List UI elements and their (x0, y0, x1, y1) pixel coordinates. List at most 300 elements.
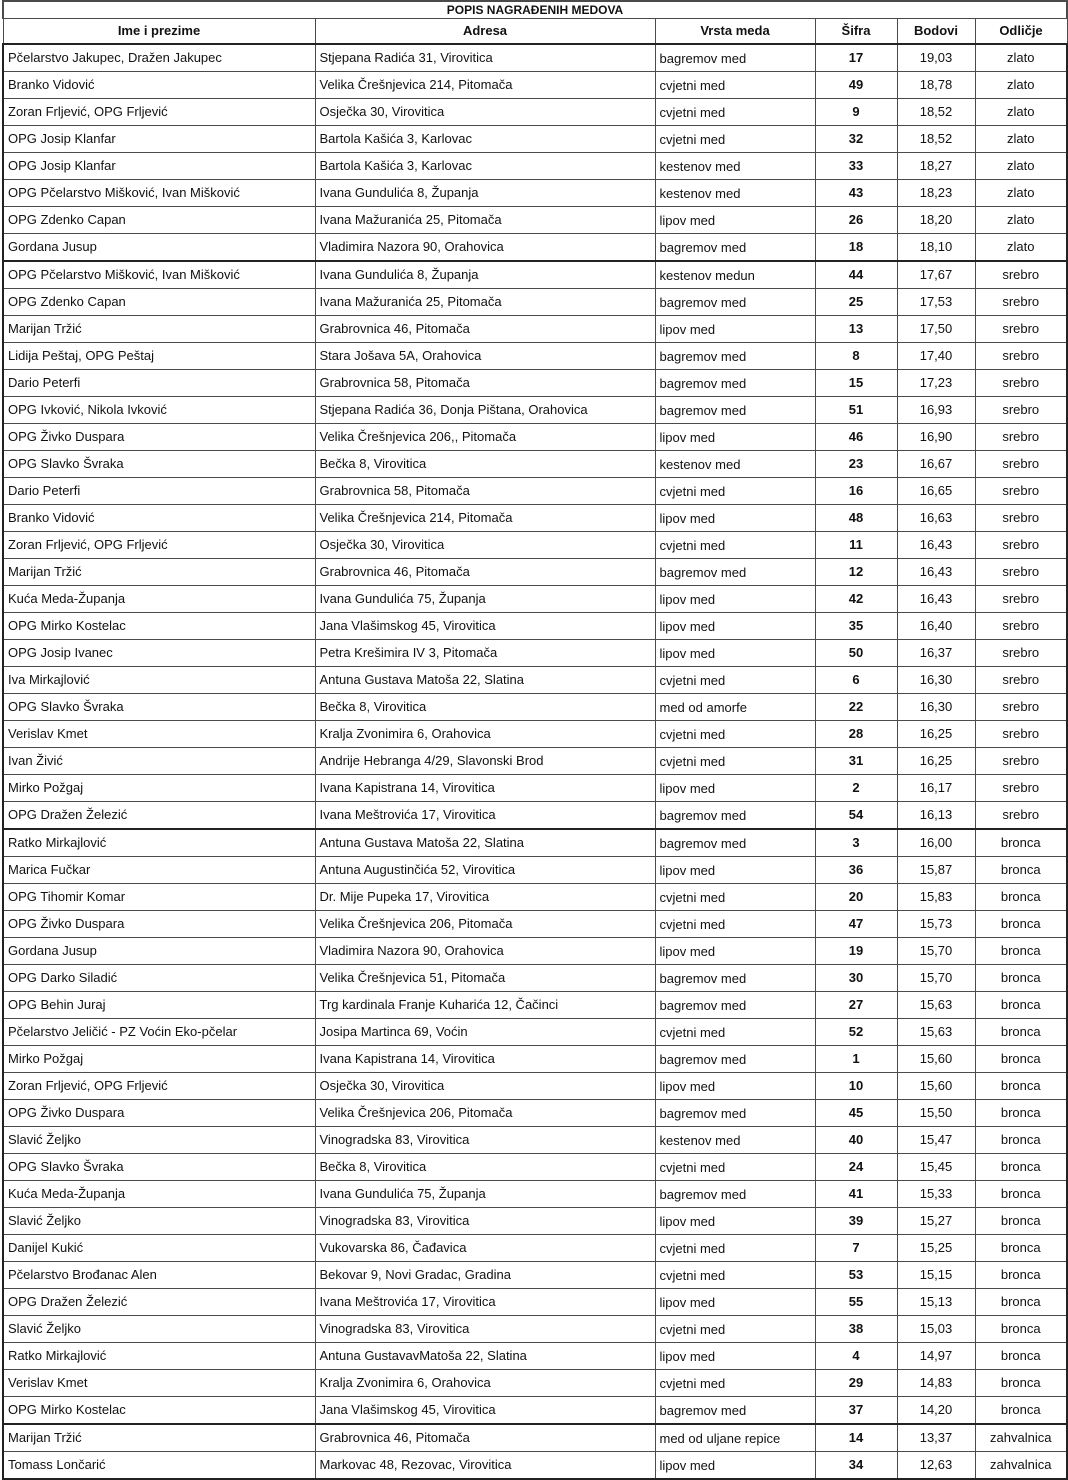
honey-type-cell: lipov med (655, 1208, 815, 1235)
points-cell: 18,52 (897, 99, 975, 126)
award-cell: zlato (975, 234, 1067, 262)
code-cell: 28 (815, 721, 897, 748)
award-cell: zahvalnica (975, 1424, 1067, 1452)
honey-type-cell: bagremov med (655, 370, 815, 397)
code-cell: 54 (815, 802, 897, 830)
address-cell: Jana Vlašimskog 45, Virovitica (315, 1397, 655, 1425)
points-cell: 16,13 (897, 802, 975, 830)
award-cell: zlato (975, 207, 1067, 234)
code-cell: 44 (815, 261, 897, 289)
table-row (3, 775, 1067, 802)
name-cell: OPG Tihomir Komar (3, 884, 315, 911)
code-cell: 37 (815, 1397, 897, 1425)
honey-type-cell: lipov med (655, 938, 815, 965)
address-cell: Velika Črešnjevica 214, Pitomača (315, 505, 655, 532)
name-cell: Kuća Meda-Županja (3, 1181, 315, 1208)
award-cell: srebro (975, 748, 1067, 775)
name-cell: Ratko Mirkajlović (3, 829, 315, 857)
honey-type-cell: lipov med (655, 316, 815, 343)
table-row (3, 1424, 1067, 1452)
points-cell: 18,52 (897, 126, 975, 153)
table-row (3, 992, 1067, 1019)
points-cell: 18,20 (897, 207, 975, 234)
award-cell: bronca (975, 884, 1067, 911)
address-cell: Osječka 30, Virovitica (315, 532, 655, 559)
name-cell: OPG Josip Ivanec (3, 640, 315, 667)
table-row (3, 748, 1067, 775)
table-row (3, 1073, 1067, 1100)
address-cell: Vladimira Nazora 90, Orahovica (315, 234, 655, 262)
address-cell: Vinogradska 83, Virovitica (315, 1208, 655, 1235)
award-cell: srebro (975, 721, 1067, 748)
name-cell: Zoran Frljević, OPG Frljević (3, 532, 315, 559)
table-row (3, 1100, 1067, 1127)
award-cell: bronca (975, 1235, 1067, 1262)
points-cell: 16,17 (897, 775, 975, 802)
name-cell: Verislav Kmet (3, 1370, 315, 1397)
address-cell: Grabrovnica 58, Pitomača (315, 370, 655, 397)
code-cell: 1 (815, 1046, 897, 1073)
code-cell: 38 (815, 1316, 897, 1343)
table-row (3, 180, 1067, 207)
code-cell: 9 (815, 99, 897, 126)
points-cell: 17,40 (897, 343, 975, 370)
code-cell: 17 (815, 44, 897, 72)
address-cell: Grabrovnica 46, Pitomača (315, 316, 655, 343)
honey-type-cell: cvjetni med (655, 884, 815, 911)
table-row (3, 153, 1067, 180)
table-row (3, 99, 1067, 126)
award-cell: srebro (975, 424, 1067, 451)
code-cell: 42 (815, 586, 897, 613)
award-cell: bronca (975, 1370, 1067, 1397)
points-cell: 16,30 (897, 694, 975, 721)
name-cell: OPG Josip Klanfar (3, 126, 315, 153)
award-cell: bronca (975, 1316, 1067, 1343)
name-cell: Mirko Požgaj (3, 1046, 315, 1073)
name-cell: Slavić Željko (3, 1208, 315, 1235)
name-cell: Marijan Tržić (3, 1424, 315, 1452)
honey-type-cell: cvjetni med (655, 99, 815, 126)
award-cell: srebro (975, 532, 1067, 559)
award-cell: bronca (975, 829, 1067, 857)
points-cell: 16,40 (897, 613, 975, 640)
award-cell: srebro (975, 640, 1067, 667)
awards-sheet (2, 0, 1066, 1480)
table-row (3, 1316, 1067, 1343)
table-row (3, 343, 1067, 370)
code-cell: 23 (815, 451, 897, 478)
honey-type-cell: bagremov med (655, 992, 815, 1019)
code-cell: 35 (815, 613, 897, 640)
name-cell: Gordana Jusup (3, 234, 315, 262)
name-cell: OPG Mirko Kostelac (3, 613, 315, 640)
code-cell: 34 (815, 1452, 897, 1480)
table-row (3, 72, 1067, 99)
table-body (3, 44, 1067, 1479)
honey-type-cell: lipov med (655, 1289, 815, 1316)
honey-type-cell: cvjetni med (655, 721, 815, 748)
table-row (3, 424, 1067, 451)
table-row (3, 1154, 1067, 1181)
name-cell: OPG Behin Juraj (3, 992, 315, 1019)
address-cell: Grabrovnica 46, Pitomača (315, 559, 655, 586)
name-cell: OPG Dražen Železić (3, 1289, 315, 1316)
points-cell: 16,65 (897, 478, 975, 505)
honey-type-cell: cvjetni med (655, 1262, 815, 1289)
honey-type-cell: bagremov med (655, 1100, 815, 1127)
address-cell: Grabrovnica 46, Pitomača (315, 1424, 655, 1452)
honey-type-cell: cvjetni med (655, 72, 815, 99)
address-cell: Jana Vlašimskog 45, Virovitica (315, 613, 655, 640)
award-cell: bronca (975, 1100, 1067, 1127)
code-cell: 31 (815, 748, 897, 775)
honey-type-cell: med od uljane repice (655, 1424, 815, 1452)
award-cell: bronca (975, 911, 1067, 938)
points-cell: 16,43 (897, 559, 975, 586)
points-cell: 16,67 (897, 451, 975, 478)
code-cell: 18 (815, 234, 897, 262)
table-row (3, 1343, 1067, 1370)
code-cell: 22 (815, 694, 897, 721)
code-cell: 12 (815, 559, 897, 586)
address-cell: Vladimira Nazora 90, Orahovica (315, 938, 655, 965)
code-cell: 16 (815, 478, 897, 505)
name-cell: OPG Pčelarstvo Mišković, Ivan Mišković (3, 261, 315, 289)
points-cell: 15,60 (897, 1046, 975, 1073)
award-cell: srebro (975, 343, 1067, 370)
name-cell: Slavić Željko (3, 1127, 315, 1154)
award-cell: zlato (975, 99, 1067, 126)
address-cell: Ivana Mažuranića 25, Pitomača (315, 207, 655, 234)
award-cell: zlato (975, 72, 1067, 99)
code-cell: 36 (815, 857, 897, 884)
name-cell: OPG Živko Duspara (3, 1100, 315, 1127)
table-row (3, 370, 1067, 397)
address-cell: Antuna Gustava Matoša 22, Slatina (315, 667, 655, 694)
honey-type-cell: lipov med (655, 613, 815, 640)
name-cell: Marijan Tržić (3, 316, 315, 343)
award-cell: srebro (975, 451, 1067, 478)
points-cell: 15,83 (897, 884, 975, 911)
award-cell: srebro (975, 397, 1067, 424)
table-row (3, 234, 1067, 262)
table-row (3, 829, 1067, 857)
table-row (3, 451, 1067, 478)
code-cell: 39 (815, 1208, 897, 1235)
address-cell: Stjepana Radića 31, Virovitica (315, 44, 655, 72)
code-cell: 52 (815, 1019, 897, 1046)
address-cell: Ivana Gundulića 75, Županja (315, 1181, 655, 1208)
points-cell: 18,10 (897, 234, 975, 262)
honey-type-cell: kestenov med (655, 451, 815, 478)
honey-type-cell: cvjetni med (655, 1154, 815, 1181)
name-cell: Marijan Tržić (3, 559, 315, 586)
address-cell: Vukovarska 86, Čađavica (315, 1235, 655, 1262)
award-cell: bronca (975, 1073, 1067, 1100)
award-cell: srebro (975, 775, 1067, 802)
award-cell: srebro (975, 586, 1067, 613)
address-cell: Bečka 8, Virovitica (315, 451, 655, 478)
table-row (3, 1046, 1067, 1073)
honey-type-cell: bagremov med (655, 559, 815, 586)
points-cell: 17,53 (897, 289, 975, 316)
name-cell: Danijel Kukić (3, 1235, 315, 1262)
table-row (3, 857, 1067, 884)
address-cell: Petra Krešimira IV 3, Pitomača (315, 640, 655, 667)
points-cell: 18,78 (897, 72, 975, 99)
address-cell: Vinogradska 83, Virovitica (315, 1316, 655, 1343)
code-cell: 29 (815, 1370, 897, 1397)
points-cell: 16,63 (897, 505, 975, 532)
table-row (3, 938, 1067, 965)
points-cell: 15,47 (897, 1127, 975, 1154)
code-cell: 3 (815, 829, 897, 857)
name-cell: Ivan Živić (3, 748, 315, 775)
address-cell: Ivana Gundulića 8, Županja (315, 180, 655, 207)
honey-type-cell: bagremov med (655, 1046, 815, 1073)
name-cell: Verislav Kmet (3, 721, 315, 748)
address-cell: Velika Črešnjevica 51, Pitomača (315, 965, 655, 992)
name-cell: Slavić Željko (3, 1316, 315, 1343)
honey-type-cell: cvjetni med (655, 667, 815, 694)
address-cell: Stara Jošava 5A, Orahovica (315, 343, 655, 370)
code-cell: 14 (815, 1424, 897, 1452)
points-cell: 17,23 (897, 370, 975, 397)
points-cell: 16,00 (897, 829, 975, 857)
address-cell: Dr. Mije Pupeka 17, Virovitica (315, 884, 655, 911)
table-row (3, 721, 1067, 748)
points-cell: 14,83 (897, 1370, 975, 1397)
code-cell: 49 (815, 72, 897, 99)
points-cell: 15,70 (897, 965, 975, 992)
name-cell: Gordana Jusup (3, 938, 315, 965)
points-cell: 15,73 (897, 911, 975, 938)
address-cell: Trg kardinala Franje Kuharića 12, Čačinci (315, 992, 655, 1019)
honey-type-cell: cvjetni med (655, 478, 815, 505)
table-row (3, 586, 1067, 613)
award-cell: zlato (975, 153, 1067, 180)
award-cell: srebro (975, 478, 1067, 505)
award-cell: bronca (975, 1019, 1067, 1046)
name-cell: Branko Vidović (3, 505, 315, 532)
honey-type-cell: cvjetni med (655, 1370, 815, 1397)
address-cell: Ivana Mažuranića 25, Pitomača (315, 289, 655, 316)
honey-type-cell: bagremov med (655, 44, 815, 72)
honey-type-cell: med od amorfe (655, 694, 815, 721)
points-cell: 15,25 (897, 1235, 975, 1262)
points-cell: 17,50 (897, 316, 975, 343)
honey-type-cell: lipov med (655, 1073, 815, 1100)
table-row (3, 1397, 1067, 1425)
points-cell: 16,93 (897, 397, 975, 424)
points-cell: 16,25 (897, 721, 975, 748)
table-row (3, 1127, 1067, 1154)
name-cell: Zoran Frljević, OPG Frljević (3, 99, 315, 126)
code-cell: 47 (815, 911, 897, 938)
honey-type-cell: cvjetni med (655, 911, 815, 938)
table-row (3, 478, 1067, 505)
table-row (3, 1370, 1067, 1397)
award-cell: srebro (975, 559, 1067, 586)
honey-type-cell: lipov med (655, 505, 815, 532)
code-cell: 40 (815, 1127, 897, 1154)
honey-type-cell: lipov med (655, 857, 815, 884)
honey-type-cell: bagremov med (655, 829, 815, 857)
column-header-address: Adresa (315, 19, 655, 45)
name-cell: OPG Josip Klanfar (3, 153, 315, 180)
name-cell: Pčelarstvo Brođanac Alen (3, 1262, 315, 1289)
address-cell: Ivana Meštrovića 17, Virovitica (315, 1289, 655, 1316)
code-cell: 46 (815, 424, 897, 451)
address-cell: Velika Črešnjevica 206, Pitomača (315, 911, 655, 938)
code-cell: 24 (815, 1154, 897, 1181)
award-cell: bronca (975, 1181, 1067, 1208)
name-cell: OPG Darko Siladić (3, 965, 315, 992)
honey-type-cell: cvjetni med (655, 1019, 815, 1046)
name-cell: OPG Zdenko Capan (3, 207, 315, 234)
table-header-row (3, 19, 1067, 45)
address-cell: Markovac 48, Rezovac, Virovitica (315, 1452, 655, 1480)
points-cell: 18,27 (897, 153, 975, 180)
address-cell: Vinogradska 83, Virovitica (315, 1127, 655, 1154)
honey-type-cell: cvjetni med (655, 1235, 815, 1262)
points-cell: 16,37 (897, 640, 975, 667)
address-cell: Andrije Hebranga 4/29, Slavonski Brod (315, 748, 655, 775)
points-cell: 14,20 (897, 1397, 975, 1425)
address-cell: Bartola Kašića 3, Karlovac (315, 126, 655, 153)
award-cell: bronca (975, 857, 1067, 884)
name-cell: Zoran Frljević, OPG Frljević (3, 1073, 315, 1100)
code-cell: 4 (815, 1343, 897, 1370)
points-cell: 15,63 (897, 1019, 975, 1046)
honey-type-cell: bagremov med (655, 289, 815, 316)
code-cell: 50 (815, 640, 897, 667)
table-row (3, 1262, 1067, 1289)
table-row (3, 397, 1067, 424)
code-cell: 43 (815, 180, 897, 207)
honey-type-cell: bagremov med (655, 965, 815, 992)
honey-type-cell: kestenov med (655, 1127, 815, 1154)
awards-table (2, 0, 1068, 1480)
page-title: POPIS NAGRAĐENIH MEDOVA (3, 1, 1067, 19)
table-row (3, 261, 1067, 289)
points-cell: 15,15 (897, 1262, 975, 1289)
honey-type-cell: lipov med (655, 424, 815, 451)
honey-type-cell: lipov med (655, 640, 815, 667)
name-cell: Dario Peterfi (3, 478, 315, 505)
points-cell: 17,67 (897, 261, 975, 289)
award-cell: srebro (975, 316, 1067, 343)
award-cell: zlato (975, 44, 1067, 72)
table-row (3, 316, 1067, 343)
code-cell: 26 (815, 207, 897, 234)
honey-type-cell: kestenov medun (655, 261, 815, 289)
table-row (3, 505, 1067, 532)
award-cell: zahvalnica (975, 1452, 1067, 1480)
column-header-award: Odličje (975, 19, 1067, 45)
table-row (3, 532, 1067, 559)
table-row (3, 1289, 1067, 1316)
name-cell: OPG Živko Duspara (3, 424, 315, 451)
address-cell: Ivana Kapistrana 14, Virovitica (315, 775, 655, 802)
award-cell: bronca (975, 1127, 1067, 1154)
name-cell: Ratko Mirkajlović (3, 1343, 315, 1370)
honey-type-cell: lipov med (655, 775, 815, 802)
name-cell: OPG Slavko Švraka (3, 694, 315, 721)
honey-type-cell: bagremov med (655, 343, 815, 370)
honey-type-cell: lipov med (655, 1343, 815, 1370)
points-cell: 15,13 (897, 1289, 975, 1316)
code-cell: 25 (815, 289, 897, 316)
points-cell: 15,50 (897, 1100, 975, 1127)
table-row (3, 289, 1067, 316)
code-cell: 15 (815, 370, 897, 397)
code-cell: 30 (815, 965, 897, 992)
award-cell: bronca (975, 1046, 1067, 1073)
honey-type-cell: bagremov med (655, 1181, 815, 1208)
name-cell: OPG Dražen Železić (3, 802, 315, 830)
honey-type-cell: kestenov med (655, 153, 815, 180)
award-cell: srebro (975, 289, 1067, 316)
honey-type-cell: lipov med (655, 586, 815, 613)
points-cell: 15,45 (897, 1154, 975, 1181)
points-cell: 16,90 (897, 424, 975, 451)
code-cell: 33 (815, 153, 897, 180)
address-cell: Osječka 30, Virovitica (315, 1073, 655, 1100)
honey-type-cell: bagremov med (655, 802, 815, 830)
table-row (3, 1235, 1067, 1262)
column-header-code: Šifra (815, 19, 897, 45)
address-cell: Kralja Zvonimira 6, Orahovica (315, 721, 655, 748)
name-cell: Iva Mirkajlović (3, 667, 315, 694)
award-cell: srebro (975, 667, 1067, 694)
column-header-name: Ime i prezime (3, 19, 315, 45)
table-row (3, 965, 1067, 992)
table-row (3, 911, 1067, 938)
table-row (3, 694, 1067, 721)
address-cell: Velika Črešnjevica 206,, Pitomača (315, 424, 655, 451)
name-cell: Pčelarstvo Jakupec, Dražen Jakupec (3, 44, 315, 72)
name-cell: Marica Fučkar (3, 857, 315, 884)
points-cell: 16,43 (897, 532, 975, 559)
points-cell: 15,60 (897, 1073, 975, 1100)
points-cell: 14,97 (897, 1343, 975, 1370)
code-cell: 45 (815, 1100, 897, 1127)
award-cell: bronca (975, 1397, 1067, 1425)
points-cell: 16,43 (897, 586, 975, 613)
points-cell: 15,33 (897, 1181, 975, 1208)
honey-type-cell: cvjetni med (655, 1316, 815, 1343)
award-cell: zlato (975, 126, 1067, 153)
address-cell: Grabrovnica 58, Pitomača (315, 478, 655, 505)
code-cell: 6 (815, 667, 897, 694)
address-cell: Antuna Augustinčića 52, Virovitica (315, 857, 655, 884)
award-cell: bronca (975, 1262, 1067, 1289)
code-cell: 7 (815, 1235, 897, 1262)
points-cell: 15,27 (897, 1208, 975, 1235)
name-cell: Mirko Požgaj (3, 775, 315, 802)
address-cell: Bečka 8, Virovitica (315, 694, 655, 721)
address-cell: Bartola Kašića 3, Karlovac (315, 153, 655, 180)
honey-type-cell: bagremov med (655, 234, 815, 262)
name-cell: Pčelarstvo Jeličić - PZ Voćin Eko-pčelar (3, 1019, 315, 1046)
address-cell: Velika Črešnjevica 214, Pitomača (315, 72, 655, 99)
name-cell: OPG Zdenko Capan (3, 289, 315, 316)
address-cell: Josipa Martinca 69, Voćin (315, 1019, 655, 1046)
code-cell: 11 (815, 532, 897, 559)
address-cell: Kralja Zvonimira 6, Orahovica (315, 1370, 655, 1397)
